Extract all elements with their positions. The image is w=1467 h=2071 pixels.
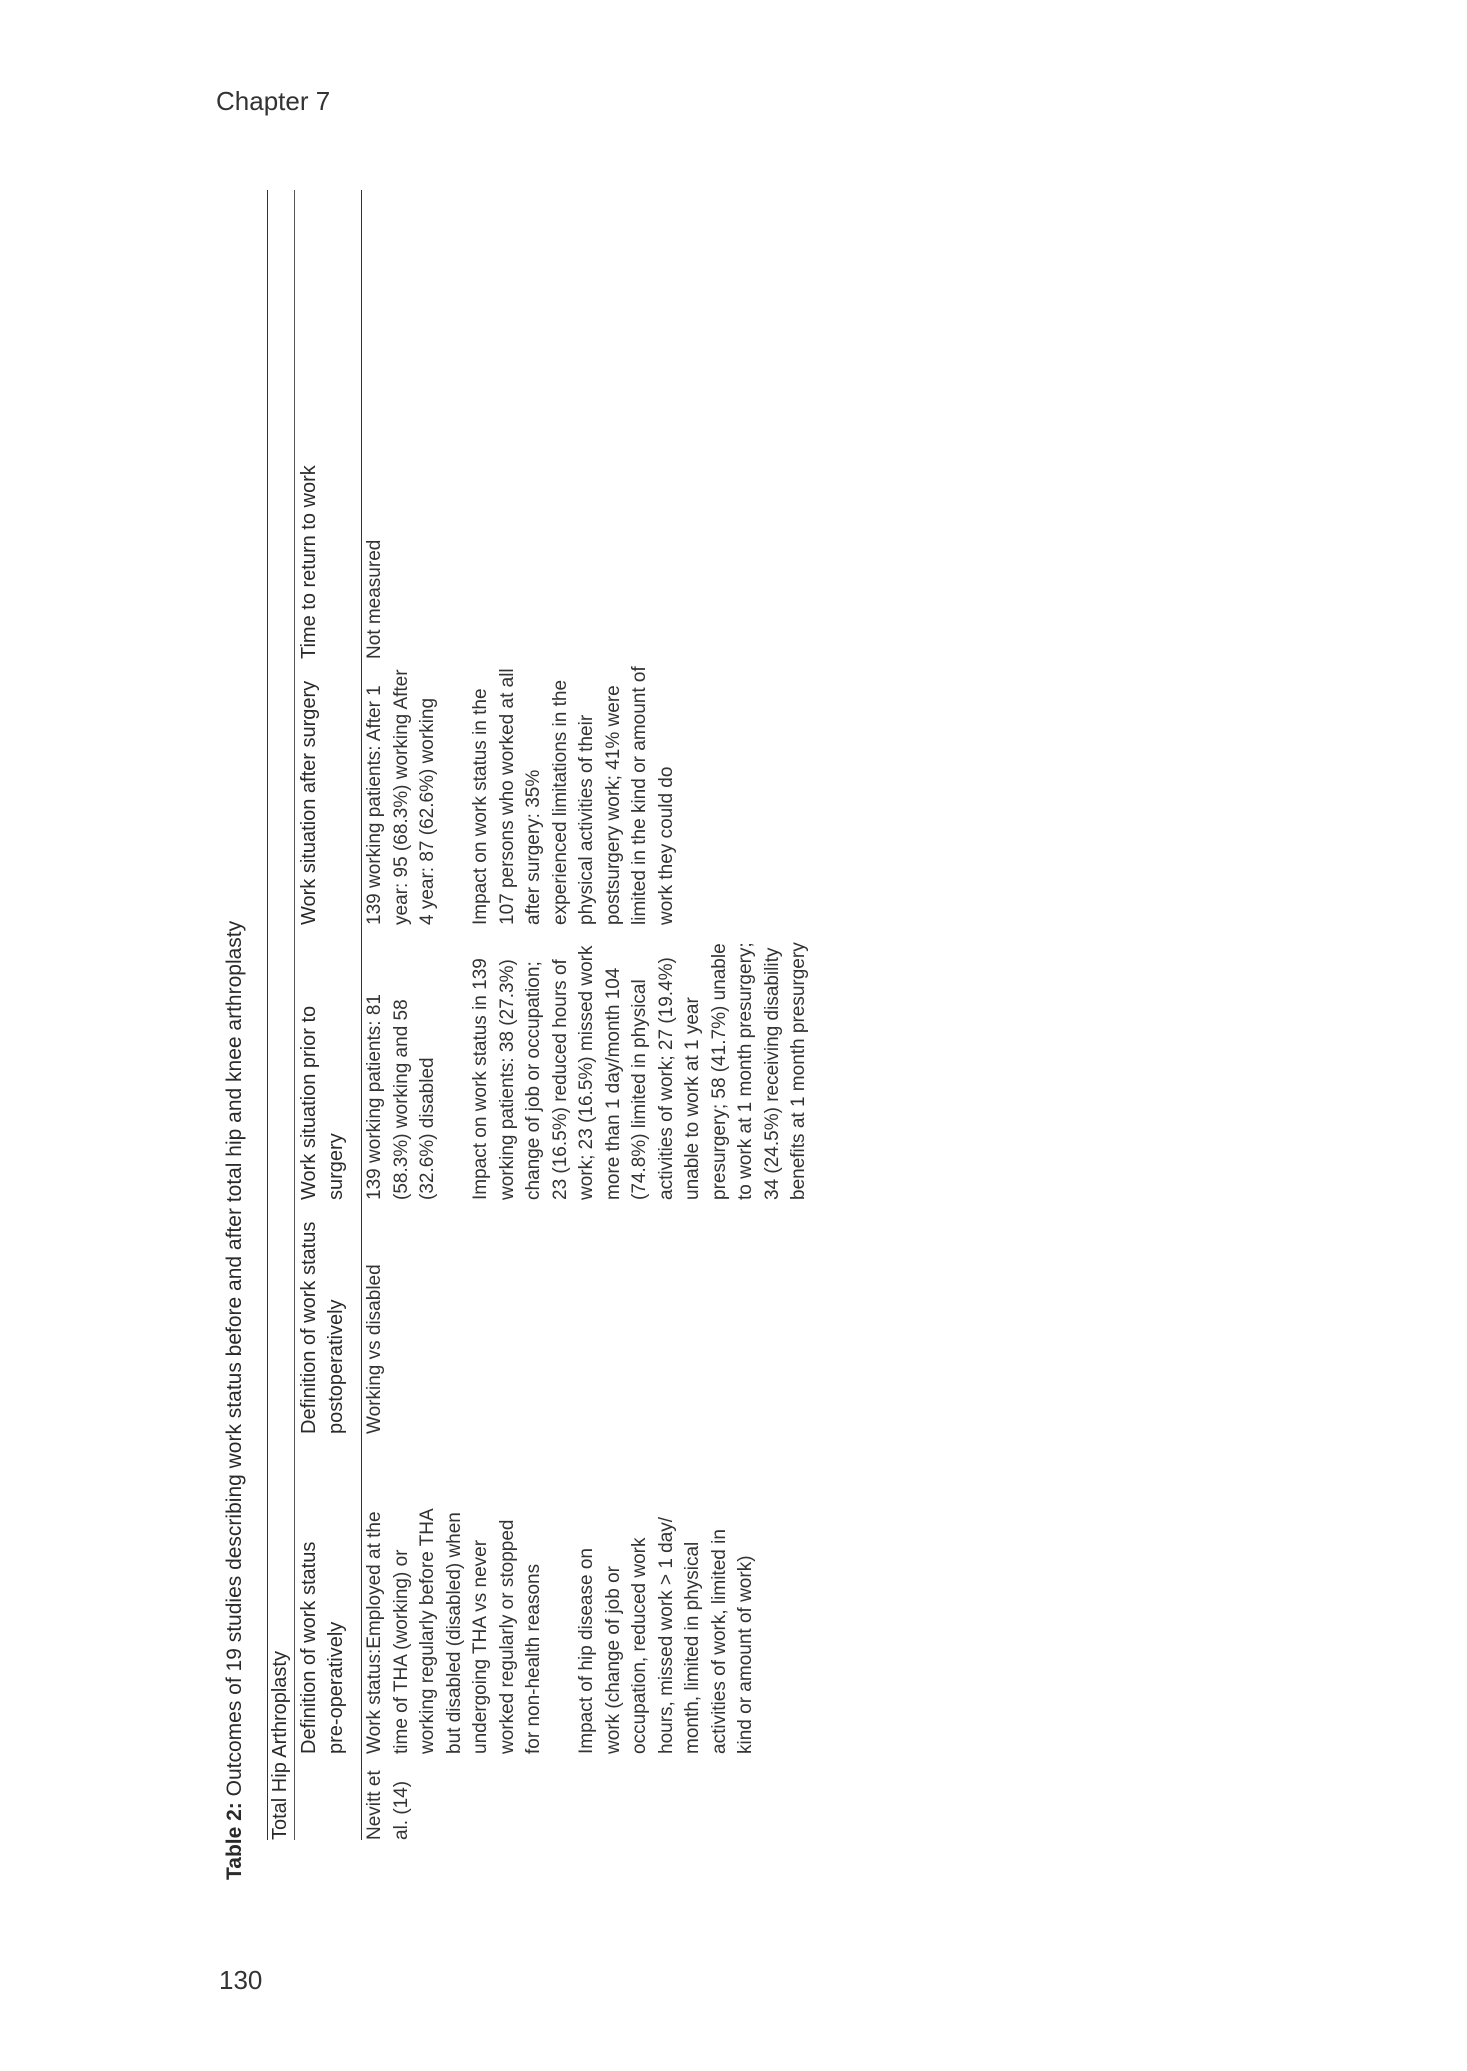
table-top-rule [267,190,268,1840]
header-prior-text: Work situation prior to surgery [298,1005,347,1200]
cell-study: Nevitt et al. (14) [364,1770,412,1840]
header-def-post-text: Definition of work status postoperatively [298,1221,347,1434]
table-header-row [296,190,358,1840]
cell-prior-a: 139 working patients: 81 (58.3%) working and 58 (32.6%) disabled [364,994,438,1200]
cell-def-pre [362,1504,760,1754]
cell-prior [362,938,813,1200]
header-after [296,663,323,925]
cell-after-b: Impact on work status in the 107 persons who worked at all after surgery: 35% experienced limitations in the physical activities of their postsurgery work; 41% were limited in the kind or amount of work they could do [470,666,677,925]
table-caption [222,921,248,1880]
chapter-label: Chapter 7 [216,86,331,116]
section-title: Total Hip Arthroplasty [269,1651,291,1840]
cell-after [362,663,680,925]
header-def-post [296,1194,350,1434]
header-def-pre-text: Definition of work status pre-operatively [298,1541,347,1754]
table-caption-text: Outcomes of 19 studies describing work status before and after total hip and knee arthroplasty [223,920,246,1803]
table-caption-label: Table 2: [223,1802,246,1880]
header-time-text: Time to return to work [298,465,320,659]
cell-time: Not measured [364,539,385,659]
cell-def-pre-b: Impact of hip disease on work (change of job or occupation, reduced work hours, missed work > 1 day/ month, limited in physical activities of work, limited in kind or amount of work) [576,1516,756,1754]
header-def-pre [296,1504,350,1754]
rotated-table [222,190,1302,1880]
section-rule [294,190,295,1840]
header-after-text: Work situation after surgery [298,680,320,925]
cell-prior-b: Impact on work status in 139 working patients: 38 (27.3%) change of job or occupation; 23 (16.5%) reduced hours of work; 23 (16.5%) missed work more than 1 day/month 104 (74.8%) limited in physical activities of work; 27 (19.4%) unable to work at 1 year presurgery; 58 (41.7%) unable to work at 1 month presurgery; 34 (24.5%) receiving disability benefits at 1 month presurgery [470,942,809,1200]
cell-after-a: 139 working patients: After 1 year: 95 (68.3%) working After 4 year: 87 (62.6%) working [364,669,438,925]
cell-def-post: Working vs disabled [364,1264,385,1434]
header-prior [296,938,350,1200]
page-number: 130 [219,1965,263,1995]
cell-def-pre-a: Work status:Employed at the time of THA (working) or working regularly before THA but disabled (disabled) when undergoing THA vs never worked regularly or stopped for non-health reasons [364,1509,544,1754]
header-time [296,399,323,659]
